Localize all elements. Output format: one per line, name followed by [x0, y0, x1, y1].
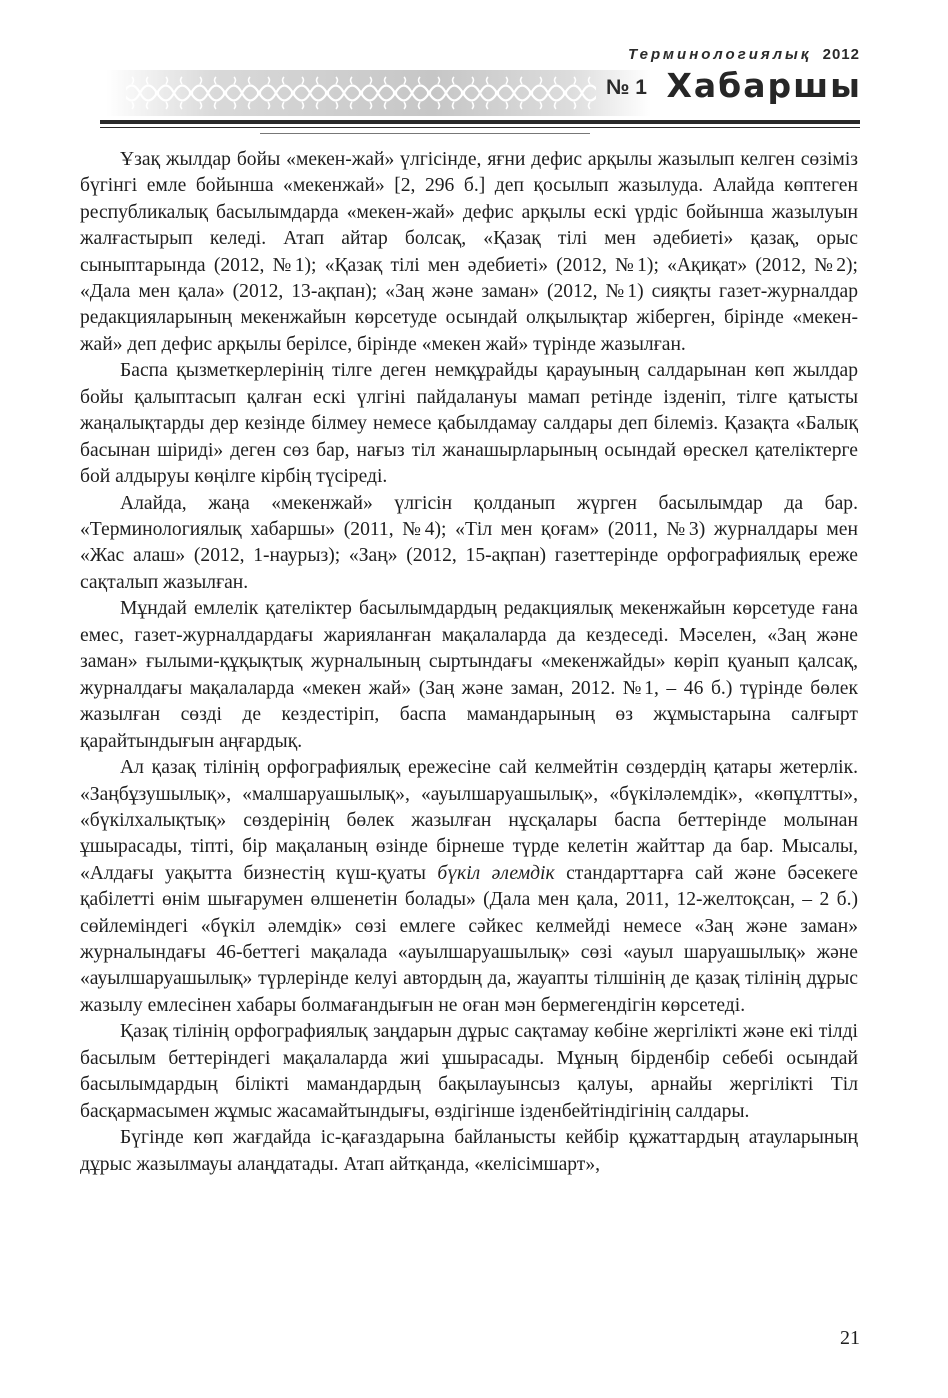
- header-rule-thick: [100, 120, 860, 124]
- paragraph-text: Бүгінде көп жағдайда іс-қағаздарына байланысты кейбір құжаттардың атауларының дұрыс жазылмауы алаңдатады. Атап айтқанда, «келісімшарт»,: [80, 1127, 858, 1175]
- ornament-pattern-icon: [106, 70, 651, 116]
- paragraph-text: Ал қазақ тілінің орфографиялық ережесіне сай келмейтін сөздердің қатары жетерлік. «Заңбұзушылық», «малшаруашылық», «ауылшаруашылық», «бүкіләлемдік», «көпұлтты», «бүкілхалықтық» сөздерінің бөлек жазылған нұсқалары баспа беттерінде молынан ұшырасады, тіпті, бір мақаланың өзінде бірнеше түрде келетін жайттар да бар. Мысалы, «Алдағы уақытта бизнестің күш-қуаты: [80, 757, 858, 884]
- paragraph-text: Баспа қызметкерлерінің тілге деген немқұрайды қарауының салдарынан көп жылдар бойы қалыптасып қалған ескі үлгіні пайдалануы мамап ретінде ізденіп, тілге қатысты жаңалықтарды дер кезінде білмеу немесе қабылдамау салдары деп білеміз. Қазақта «Балық басынан шіриді» деген сөз бар, нағыз тіл жанашырларының осындай өрескел қателіктерге бой алдыруы көңілге кірбің түсіреді.: [80, 360, 858, 488]
- paragraph: [80, 358, 858, 490]
- header-rule-thin: [100, 127, 860, 128]
- paragraph: [80, 1125, 858, 1178]
- ornament-band: [106, 70, 651, 116]
- issue-number: № 1: [606, 76, 647, 99]
- paragraph-text: Алайда, жаңа «мекенжай» үлгісін қолданып жүрген басылымдар да бар. «Терминологиялық хабаршы» (2011, №4); «Тіл мен қоғам» (2011, №3) журналдары мен «Жас алаш» (2012, 1-наурыз); «Заң» (2012, 15-ақпан) газеттерінде орфографиялық ереже сақталып жазылған.: [80, 492, 858, 593]
- journal-year: 2012: [822, 46, 860, 63]
- paragraph-text: Ұзақ жылдар бойы «мекен-жай» үлгісінде, яғни дефис арқылы жазылып келген сөзіміз бүгінгі емле бойынша «мекенжай» [2, 296 б.] деп қосылып жазылуда. Алайда көптеген республикалық басылымдарда «мекен-жай» дефис арқылы ескі үрдіс бойынша жазылуын жалғастырып келеді. Атап айтар болсақ, «Қазақ тілі мен әдебиеті» қазақ, орыс сыныптарында (2012, №1); «Қазақ тілі мен әдебиеті» (2012, №1); «Ақиқат» (2012, №2); «Дала мен қала» (2012, 13-ақпан); «Заң және заман» (2012, №1) сияқты газет-журналдар редакцияларының мекенжайын көрсетуде осындай олқылықтар жіберген, бірінде «мекен-жай» деп дефис арқылы берілсе, бірінде «мекен жай» түрінде жазылған.: [80, 149, 858, 355]
- journal-title: Хабаршы: [666, 66, 862, 105]
- paragraph: [80, 491, 858, 597]
- paragraph: [80, 147, 858, 358]
- page-header: [0, 0, 948, 140]
- paragraph: [80, 755, 858, 1019]
- paragraph-text: Қазақ тілінің орфографиялық заңдарын дұрыс сақтамау көбіне жергілікті және екі тілді басылым беттеріндегі мақалаларда жиі ұшырасады. Мұның бірденбір себебі осындай басылымдардың білікті мамандардың бақылауынсыз қалуы, арнайы жергілікті Тіл басқармасымен жұмыс жасамайтындығы, өздігінше ізденбейтіндігінің салдары.: [80, 1021, 858, 1122]
- article-body: [80, 147, 858, 1178]
- header-rule-accent: [260, 133, 590, 134]
- journal-name-text: Терминологиялық: [628, 46, 812, 63]
- paragraph-text: Мұндай емлелік қателіктер басылымдардың редакциялық мекенжайын көрсетуде ғана емес, газет-журналдардағы жарияланған мақалаларда да кездеседі. Мәселен, «Заң және заман» ғылыми-құқықтық журналының сыртындағы «мекенжайды» көріп қуанып қалсақ, журналдағы мақалаларда «мекен жай» (Заң және заман, 2012. №1, – 46 б.) түрінде бөлек жазылған сөзді де кездестіріп, баспа мамандарының өз жұмыстарына салғырт қарайтындығын аңғардық.: [80, 598, 858, 752]
- journal-name: [628, 46, 860, 63]
- page-number: 21: [840, 1327, 860, 1349]
- emphasis-text: бүкіл әлемдік: [437, 862, 555, 884]
- paragraph-text: стандарттарға сай және бәсекеге қабілетті өнім шығарумен өлшенетін болады» (Дала мен қала, 2011, 12-желтоқсан, – 2 б.) сөйлеміндегі «бүкіл әлемдік» сөзі емлеге сәйкес келмейді немесе «Заң және заман» журналындағы 46-беттегі мақалада «ауылшаруашылық» сөзі «ауыл шаруашылық» және «ауылшаруашылық» түрлерінде келуі автордың да, жауапты тілшінің де қазақ тілінің дұрыс жазылу емлесінен хабары болмағандығын не оған мән бермегендігін көрсетеді.: [80, 862, 858, 1016]
- paragraph: [80, 1019, 858, 1125]
- paragraph: [80, 596, 858, 754]
